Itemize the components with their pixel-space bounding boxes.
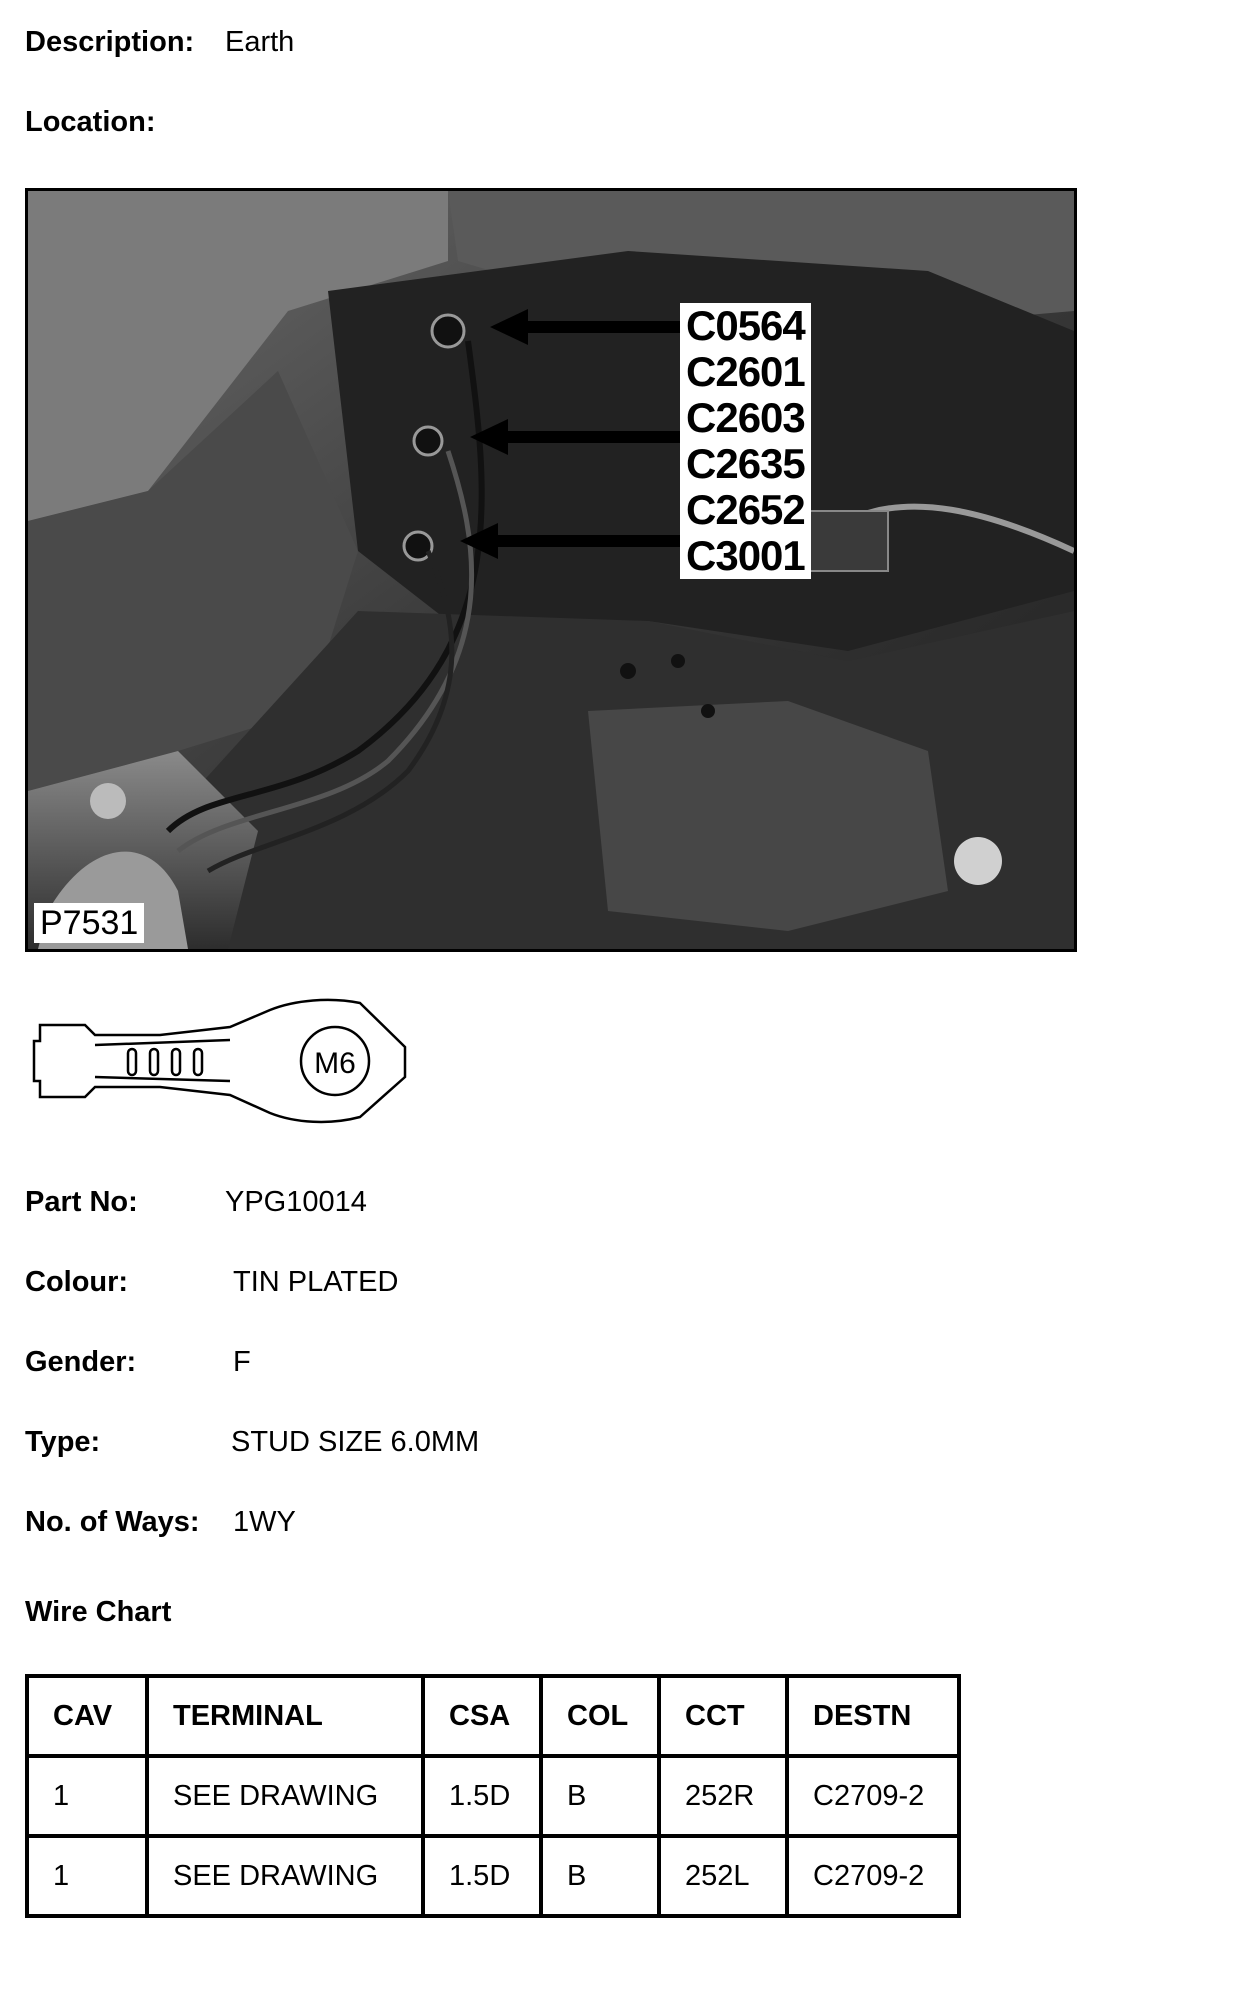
- table-cell: 1: [27, 1756, 147, 1836]
- table-cell: SEE DRAWING: [147, 1756, 423, 1836]
- photo-reference-label: P7531: [34, 903, 144, 943]
- gender-value: F: [233, 1346, 251, 1378]
- type-label: Type:: [25, 1426, 101, 1458]
- column-header: COL: [541, 1676, 659, 1756]
- location-field: [25, 106, 156, 139]
- description-value: Earth: [225, 26, 295, 58]
- column-header: CCT: [659, 1676, 787, 1756]
- colour-label: Colour:: [25, 1266, 129, 1298]
- colour-value: TIN PLATED: [233, 1266, 399, 1298]
- part-no-field: [25, 1186, 367, 1219]
- column-header: DESTN: [787, 1676, 959, 1756]
- vehicle-interior-photo: [28, 191, 1074, 949]
- connector-ref: C2603: [686, 394, 805, 441]
- table-cell: 1.5D: [423, 1836, 541, 1916]
- wire-chart-table: [25, 1674, 961, 1918]
- table-cell: 1: [27, 1836, 147, 1916]
- description-label: Description:: [25, 26, 195, 58]
- table-cell: SEE DRAWING: [147, 1836, 423, 1916]
- location-photo: [25, 188, 1077, 952]
- table-cell: 252R: [659, 1756, 787, 1836]
- connector-ref: C3001: [686, 532, 805, 579]
- gender-label: Gender:: [25, 1346, 137, 1378]
- ways-field: [25, 1506, 296, 1539]
- column-header: CAV: [27, 1676, 147, 1756]
- table-cell: C2709-2: [787, 1756, 959, 1836]
- type-field: [25, 1426, 480, 1459]
- type-value: STUD SIZE 6.0MM: [231, 1426, 480, 1458]
- table-row: [27, 1836, 959, 1916]
- connector-ref: C2601: [686, 348, 805, 395]
- table-cell: 1.5D: [423, 1756, 541, 1836]
- part-no-value: YPG10014: [225, 1186, 367, 1218]
- table-cell: B: [541, 1756, 659, 1836]
- ways-label: No. of Ways:: [25, 1506, 200, 1538]
- location-label: Location:: [25, 106, 156, 138]
- description-field: [25, 26, 295, 59]
- column-header: TERMINAL: [147, 1676, 423, 1756]
- stud-size-label: M6: [314, 1047, 356, 1080]
- ring-terminal-drawing: [30, 995, 430, 1135]
- table-cell: C2709-2: [787, 1836, 959, 1916]
- connector-ref: C2635: [686, 440, 805, 487]
- connector-ref: C0564: [686, 302, 805, 349]
- table-header-row: [27, 1676, 959, 1756]
- table-cell: 252L: [659, 1836, 787, 1916]
- ways-value: 1WY: [233, 1506, 296, 1538]
- table-row: [27, 1756, 959, 1836]
- connector-ref: C2652: [686, 486, 805, 533]
- connector-callout-list: [680, 303, 811, 579]
- wire-chart-title: Wire Chart: [25, 1596, 172, 1628]
- column-header: CSA: [423, 1676, 541, 1756]
- part-no-label: Part No:: [25, 1186, 138, 1218]
- gender-field: [25, 1346, 251, 1379]
- colour-field: [25, 1266, 399, 1299]
- table-cell: B: [541, 1836, 659, 1916]
